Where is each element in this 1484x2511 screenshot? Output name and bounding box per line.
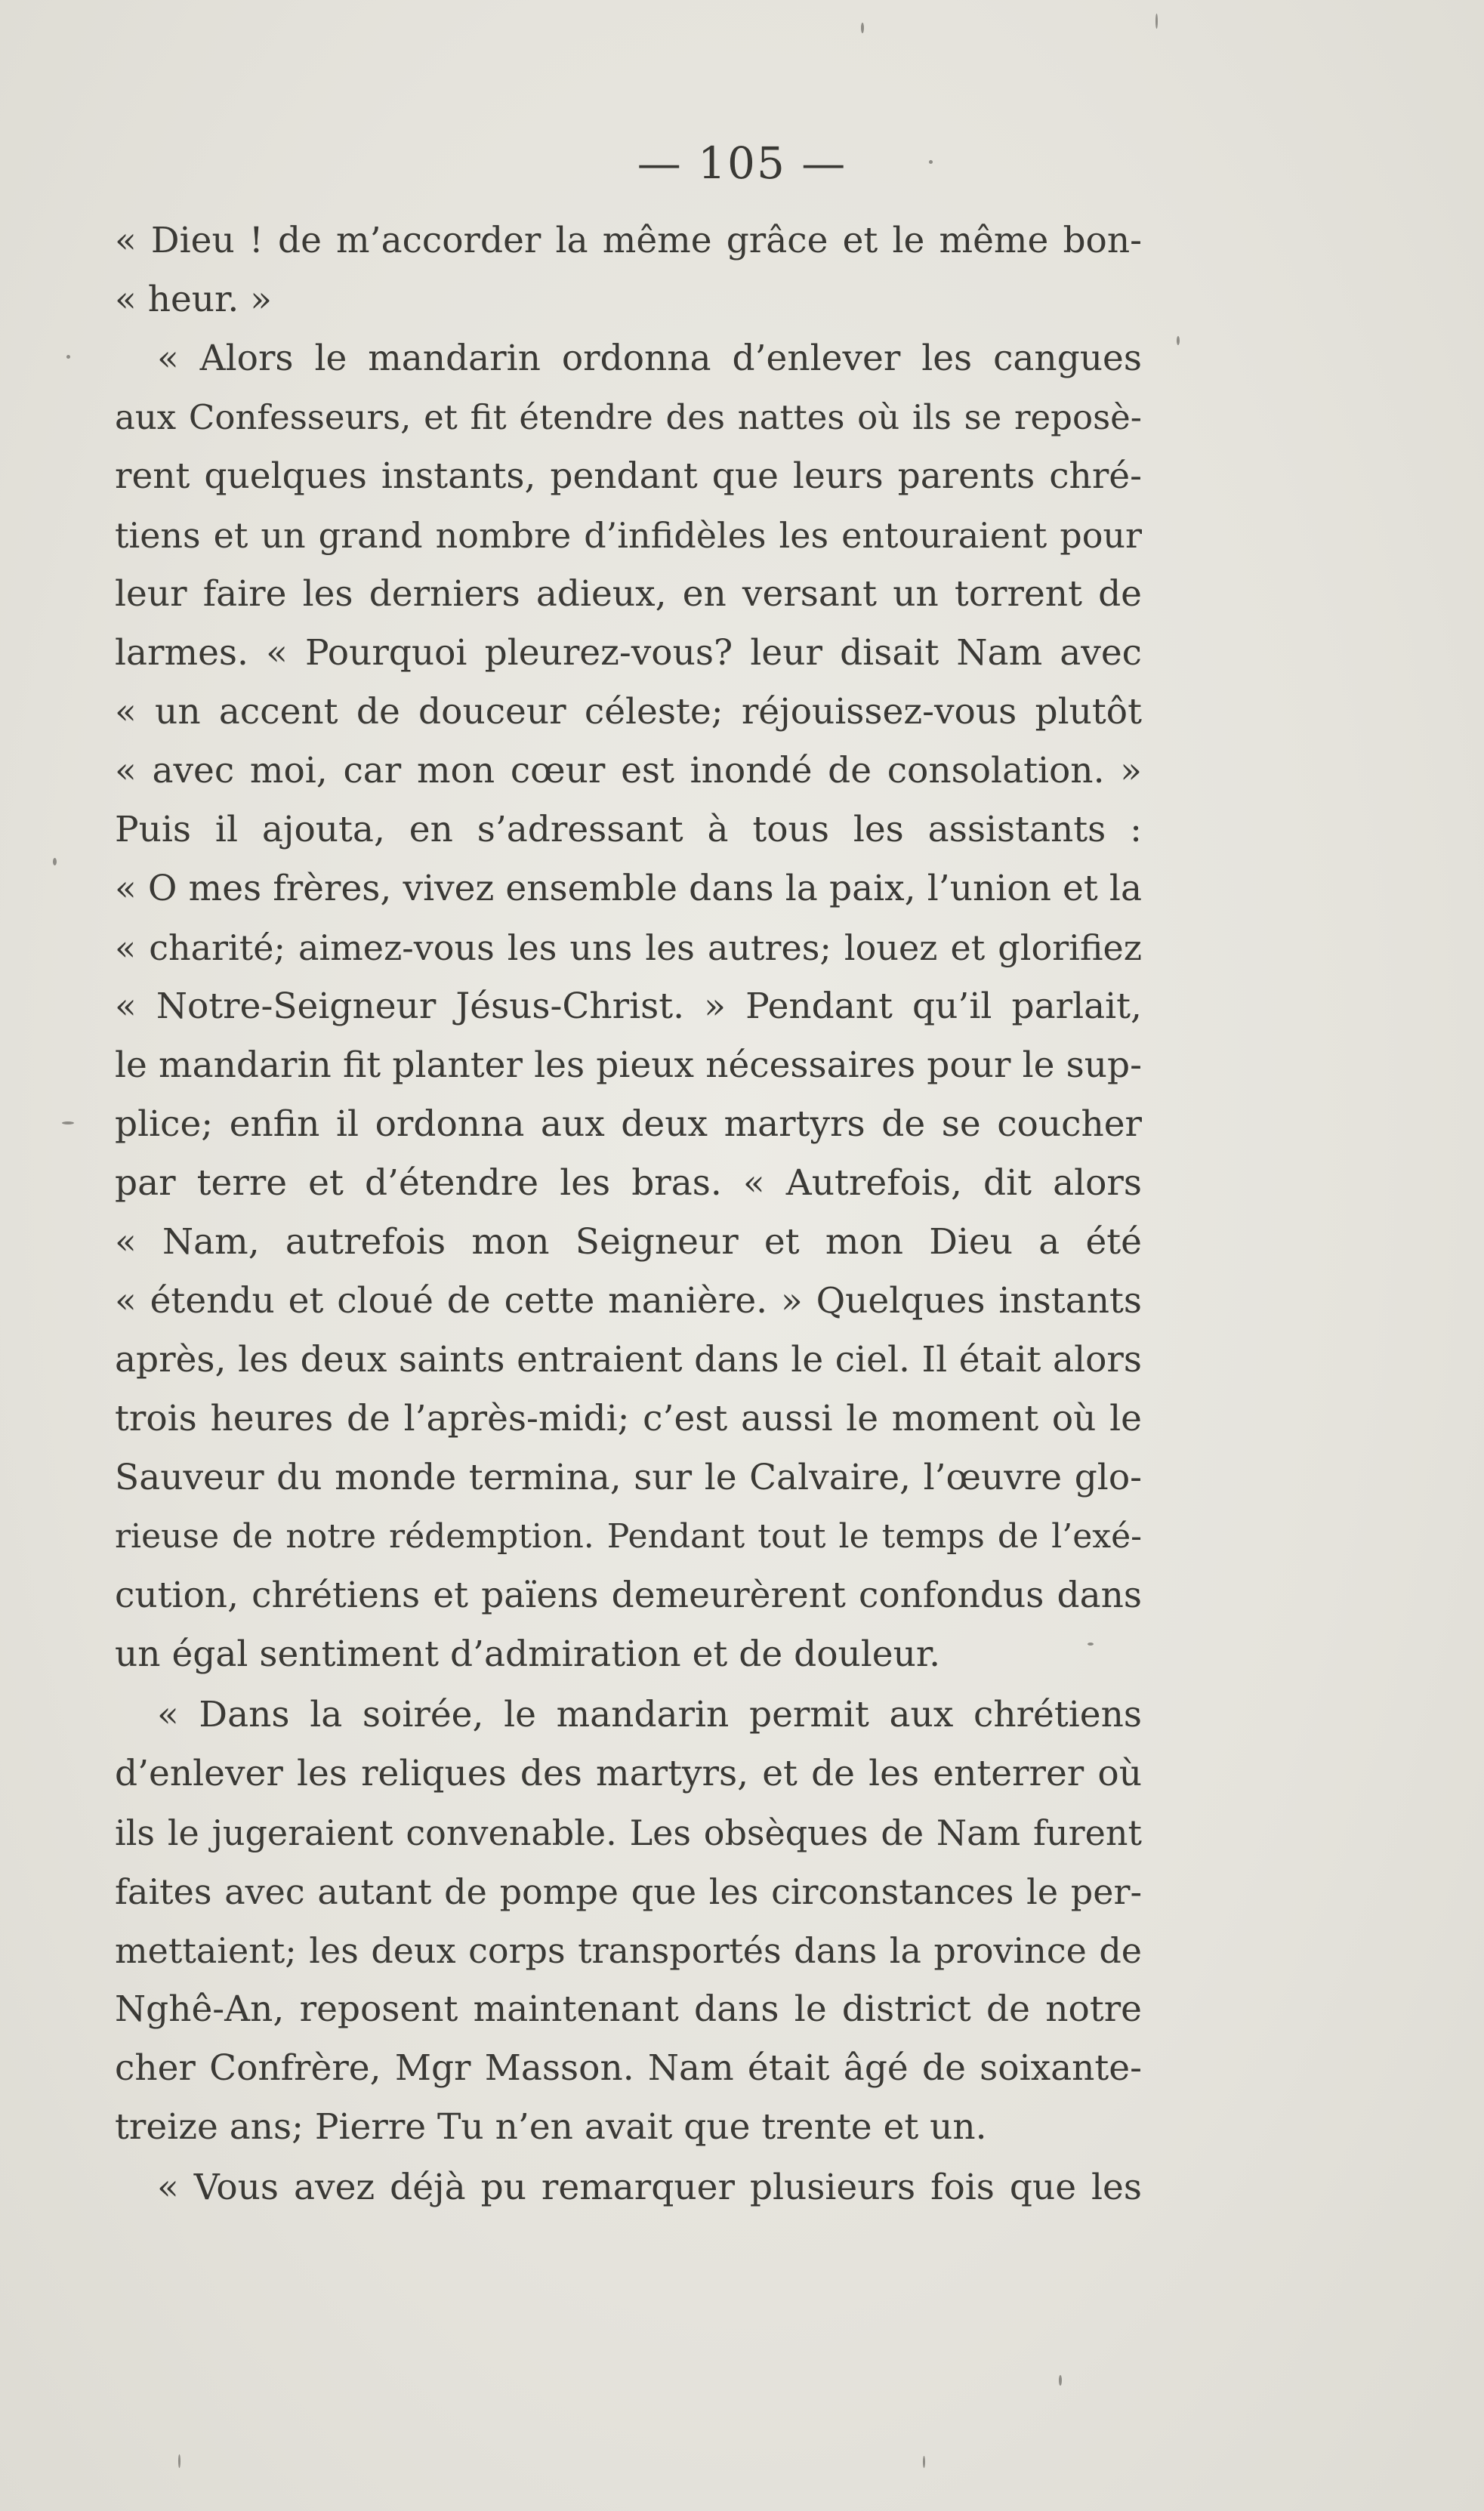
- page-number: — 105 —: [637, 137, 847, 189]
- text-line: « Nam, autrefois mon Seigneur et mon Dieu a été: [115, 1221, 1142, 1263]
- text-line: « un accent de douceur céleste; réjouissez-vous plutôt: [115, 691, 1142, 733]
- text-line: « heur. »: [115, 279, 272, 320]
- text-line: « Alors le mandarin ordonna d’enlever les cangues: [157, 338, 1142, 379]
- text-line: « Dans la soirée, le mandarin permit aux chrétiens: [157, 1694, 1142, 1735]
- text-line: larmes. « Pourquoi pleurez-vous? leur disait Nam avec: [115, 632, 1142, 674]
- text-line: d’enlever les reliques des martyrs, et de les enterrer où: [115, 1753, 1142, 1794]
- text-line: ils le jugeraient convenable. Les obsèques de Nam furent: [115, 1812, 1142, 1853]
- text-line: mettaient; les deux corps transportés dans la province de: [115, 1930, 1142, 1971]
- text-line: après, les deux saints entraient dans le ciel. Il était alors: [115, 1339, 1142, 1380]
- text-line: treize ans; Pierre Tu n’en avait que trente et un.: [115, 2106, 987, 2148]
- text-line: « étendu et cloué de cette manière. » Quelques instants: [115, 1280, 1142, 1322]
- text-line: aux Confesseurs, et fit étendre des nattes où ils se reposè-: [115, 397, 1142, 437]
- text-line: un égal sentiment d’admiration et de douleur.: [115, 1633, 941, 1675]
- text-line: Puis il ajouta, en s’adressant à tous les assistants :: [115, 809, 1142, 850]
- text-line: Nghê-An, reposent maintenant dans le district de notre: [115, 1988, 1142, 2030]
- text-line: faites avec autant de pompe que les circonstances le per-: [115, 1871, 1142, 1912]
- text-line: « Notre-Seigneur Jésus-Christ. » Pendant qu’il parlait,: [115, 986, 1142, 1027]
- text-line: tiens et un grand nombre d’infidèles les entouraient pour: [115, 515, 1142, 556]
- text-line: plice; enfin il ordonna aux deux martyrs de se coucher: [115, 1103, 1142, 1145]
- text-line: rieuse de notre rédemption. Pendant tout le temps de l’exé-: [115, 1517, 1142, 1556]
- text-line: le mandarin fit planter les pieux nécessaires pour le sup-: [115, 1044, 1142, 1086]
- text-line: « avec moi, car mon cœur est inondé de consolation. »: [115, 750, 1142, 791]
- text-line: « Dieu ! de m’accorder la même grâce et le même bon-: [115, 220, 1142, 261]
- text-line: cher Confrère, Mgr Masson. Nam était âgé de soixante-: [115, 2047, 1142, 2089]
- text-line: leur faire les derniers adieux, en versant un torrent de: [115, 573, 1142, 615]
- text-line: « O mes frères, vivez ensemble dans la paix, l’union et la: [115, 868, 1142, 909]
- text-line: « Vous avez déjà pu remarquer plusieurs fois que les: [157, 2167, 1142, 2208]
- text-line: rent quelques instants, pendant que leurs parents chré-: [115, 455, 1142, 497]
- text-line: Sauveur du monde termina, sur le Calvaire, l’œuvre glo-: [115, 1457, 1142, 1498]
- text-line: cution, chrétiens et païens demeurèrent confondus dans: [115, 1575, 1142, 1616]
- text-line: par terre et d’étendre les bras. « Autrefois, dit alors: [115, 1162, 1142, 1204]
- text-line: « charité; aimez-vous les uns les autres; louez et glorifiez: [115, 927, 1142, 968]
- text-line: trois heures de l’après-midi; c’est aussi le moment où le: [115, 1398, 1142, 1439]
